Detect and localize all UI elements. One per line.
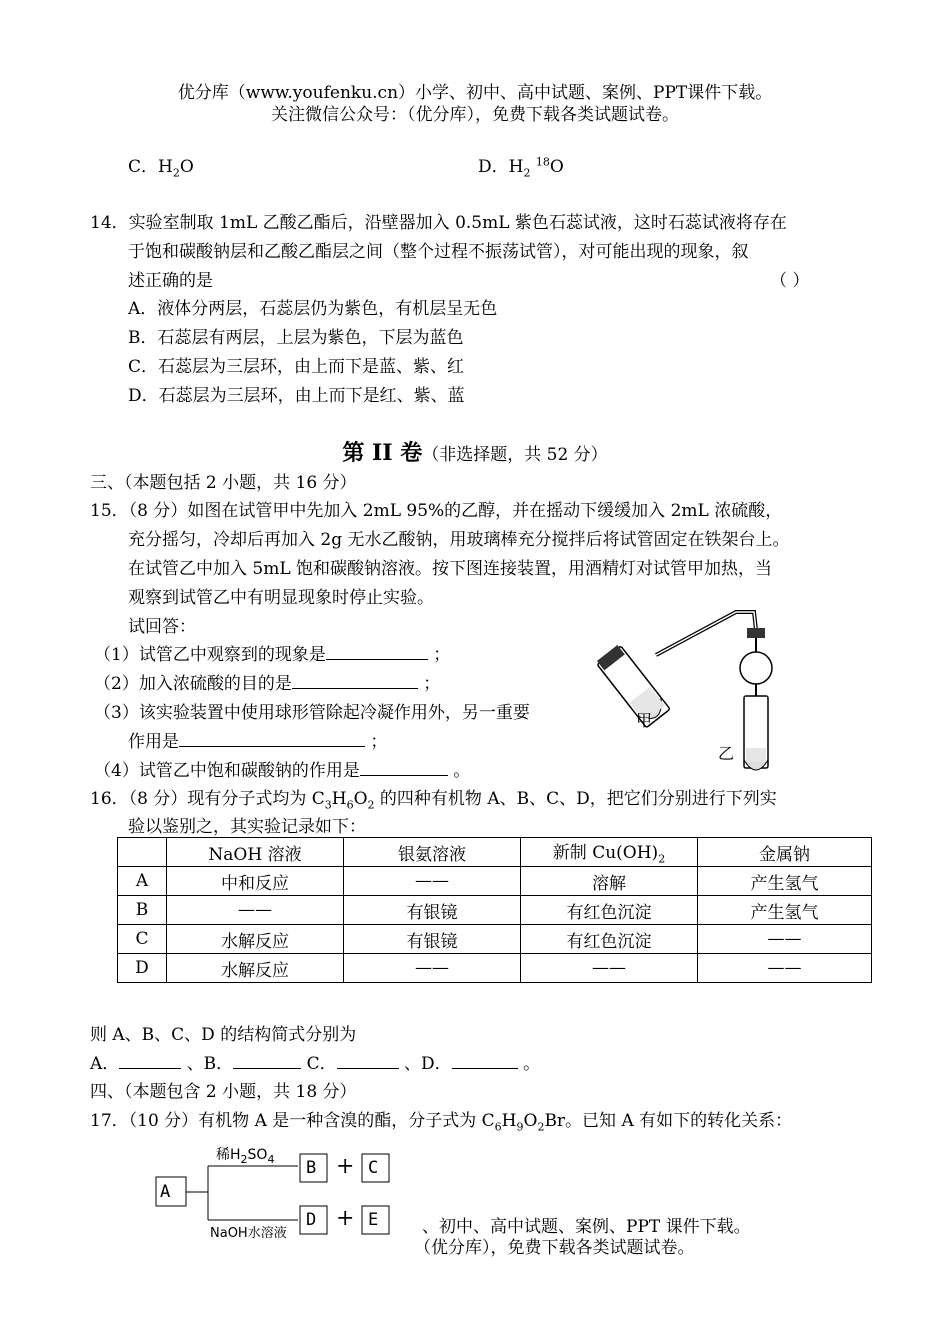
q15-sub-3a: （3）该实验装置中使用球形管除起冷凝作用外，另一重要: [94, 703, 530, 723]
table-header-row: [118, 838, 872, 867]
q15-sub-4: （4）试管乙中饱和碳酸钠的作用是 。: [94, 761, 471, 781]
table-cell: ——: [167, 896, 344, 925]
test-tube-jia: [596, 644, 670, 728]
q15-sub-1: （1）试管乙中观察到的现象是 ；: [94, 645, 451, 665]
q14-line-3: 述正确的是: [128, 271, 213, 291]
header-line-2: 关注微信公众号：（优分库），免费下载各类试题试卷。: [271, 105, 679, 125]
table-row: [118, 925, 872, 954]
q15-line-4: 观察到试管乙中有明显现象时停止实验。: [128, 588, 434, 608]
table-cell: ——: [698, 925, 872, 954]
q14-option-b: B．石蕊层有两层，上层为紫色，下层为蓝色: [128, 328, 464, 348]
table-header-cell: 金属钠: [698, 838, 872, 867]
answer-blank[interactable]: [337, 1053, 399, 1069]
node-c: C: [368, 1158, 379, 1178]
section-4-heading: 四、（本题包含 2 小题，共 18 分）: [90, 1082, 357, 1102]
table-row: [118, 954, 872, 983]
q13-option-c: C．$H_2O$: [128, 157, 194, 180]
node-a: A: [160, 1182, 171, 1202]
plus-sign-top: +: [336, 1154, 355, 1179]
q15-line-1: 15．（8 分）如图在试管甲中先加入 2mL 95%的乙醇，并在摇动下缓缓加入 2mL 浓硫酸，: [90, 501, 783, 521]
table-cell: 水解反应: [167, 925, 344, 954]
test-tube-yi: [744, 696, 768, 770]
header-line-1: 优分库（www.youfenku.cn）小学、初中、高中试题、案例、PPT课件下载。: [177, 83, 773, 103]
table-cell: 有红色沉淀: [521, 896, 698, 925]
section-3-heading: 三、（本题包括 2 小题，共 16 分）: [90, 473, 357, 493]
table-header-cell: 银氨溶液: [344, 838, 521, 867]
table-cell: ——: [698, 954, 872, 983]
table-cell: ——: [521, 954, 698, 983]
answer-blank[interactable]: [179, 731, 365, 747]
table-row: [118, 867, 872, 896]
table-cell: 溶解: [521, 867, 698, 896]
table-cell: 产生氢气: [698, 896, 872, 925]
table-cell: 水解反应: [167, 954, 344, 983]
q14-option-d: D．石蕊层为三层环，由上而下是红、紫、蓝: [128, 386, 465, 406]
answer-blank[interactable]: [119, 1053, 181, 1069]
experiment-table: [117, 837, 872, 983]
answer-blank[interactable]: [326, 644, 428, 660]
answer-blank[interactable]: [452, 1053, 518, 1069]
q15-line-3: 在试管乙中加入 5mL 饱和碳酸钠溶液。按下图连接装置，用酒精灯对试管甲加热，当: [128, 559, 773, 579]
table-cell: ——: [344, 867, 521, 896]
node-b: B: [306, 1158, 317, 1178]
condition-dilute-h2so4: 稀$H_2SO_4$: [216, 1147, 275, 1166]
q17-line-1: 17．（10 分）有机物 A 是一种含溴的酯，分子式为 $C_6H_9O_2Br$。已知 A 有如下的转化关系：: [90, 1111, 793, 1134]
q15-line-2: 充分摇匀，冷却后再加入 2g 无水乙酸钠，用玻璃棒充分搅拌后将试管固定在铁架台上。: [128, 530, 790, 550]
node-e: E: [368, 1210, 379, 1230]
table-row: [118, 896, 872, 925]
q16-answer-prompt: 则 A、B、C、D 的结构简式分别为: [90, 1025, 357, 1045]
q14-answer-bracket: （ ）: [770, 271, 810, 291]
table-cell: 中和反应: [167, 867, 344, 896]
q14-option-a: A．液体分两层，石蕊层仍为紫色，有机层呈无色: [128, 299, 498, 319]
q15-sub-3b: 作用是 ；: [128, 732, 388, 752]
table-cell: 有红色沉淀: [521, 925, 698, 954]
table-cell: B: [118, 896, 167, 925]
table-cell: 有银镜: [344, 896, 521, 925]
condition-naoh-solution: NaOH水溶液: [210, 1226, 287, 1241]
table-cell: D: [118, 954, 167, 983]
q15-sub-2: （2）加入浓硫酸的目的是 ；: [94, 674, 441, 694]
table-cell: 产生氢气: [698, 867, 872, 896]
node-d: D: [306, 1210, 317, 1230]
table-cell: A: [118, 867, 167, 896]
answer-blank[interactable]: [360, 760, 448, 776]
footer-line-2: （优分库），免费下载各类试题试卷。: [414, 1238, 695, 1258]
q14-line-2: 于饱和碳酸钠层和乙酸乙酯层之间（整个过程不振荡试管），对可能出现的现象，叙: [128, 242, 749, 262]
q16-answer-line: A． 、B． C． 、D． 。: [90, 1054, 541, 1074]
table-cell: C: [118, 925, 167, 954]
apparatus-figure: [596, 600, 796, 780]
q16-line-1: 16．（8 分）现有分子式均为 $C_3H_6O_2$ 的四种有机物 A、B、C、D，把它们分别进行下列实: [90, 789, 777, 812]
label-jia: 甲: [636, 711, 653, 730]
footer-line-1: 、初中、高中试题、案例、PPT 课件下载。: [422, 1217, 751, 1237]
table-header-cell: 新制 $Cu(OH)_2$: [521, 838, 698, 867]
q14-line-1: 14．实验室制取 1mL 乙酸乙酯后，沿壁器加入 0.5mL 紫色石蕊试液，这时石蕊试液将存在: [90, 213, 787, 233]
q14-option-c: C．石蕊层为三层环，由上而下是蓝、紫、红: [128, 357, 465, 377]
answer-blank[interactable]: [292, 673, 418, 689]
answer-blank[interactable]: [233, 1053, 301, 1069]
table-cell: ——: [344, 954, 521, 983]
plus-sign-bottom: +: [336, 1206, 355, 1231]
part2-title: 第 II 卷（非选择题，共 52 分）: [342, 440, 608, 466]
q16-line-2: 验以鉴别之，其实验记录如下：: [128, 817, 366, 837]
table-header-cell: [118, 838, 167, 867]
table-cell: 有银镜: [344, 925, 521, 954]
table-header-cell: NaOH 溶液: [167, 838, 344, 867]
q15-prompt: 试回答：: [128, 617, 196, 637]
label-yi: 乙: [718, 744, 735, 763]
q13-option-d: D．$H_2$ $^{18}$O: [478, 155, 564, 180]
